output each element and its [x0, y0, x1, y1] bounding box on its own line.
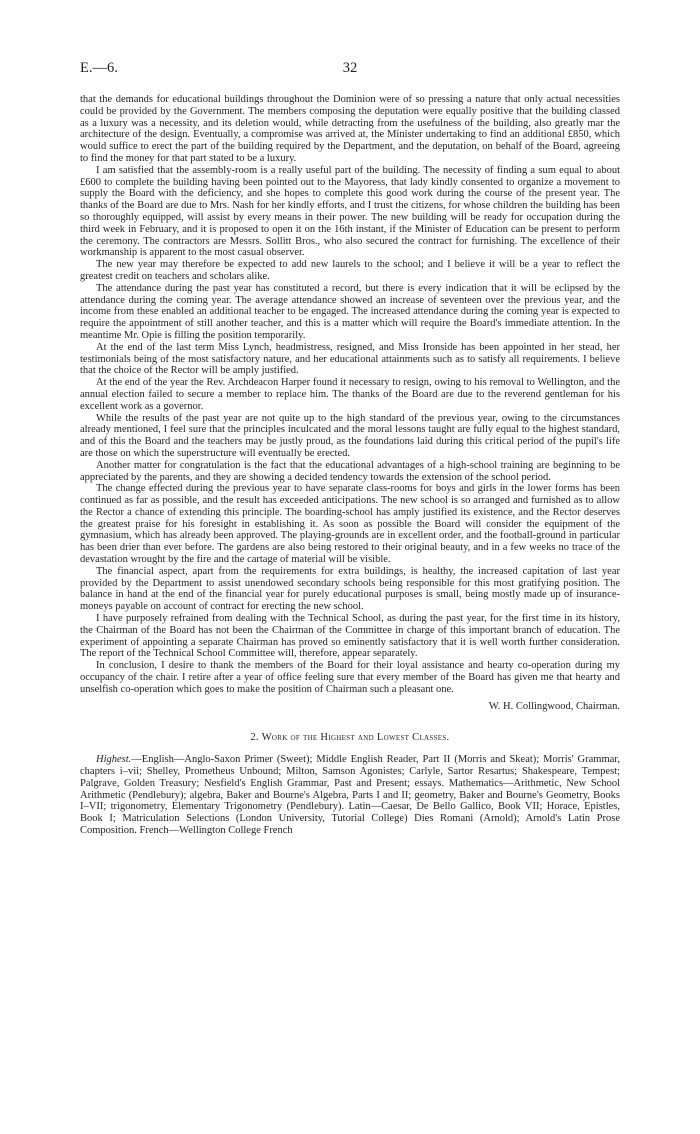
- paragraph: Another matter for congratulation is the fact that the educational advantages of a high-school training are beginning to be appreciated by the parents, and they are showing a decided tendency towards the extension of the school period.: [80, 459, 620, 483]
- highest-class-syllabus: [80, 754, 620, 837]
- paragraph: In conclusion, I desire to thank the members of the Board for their loyal assistance and hearty co-operation during my occupancy of the chair. I retire after a year of office feeling sure that every member of the Board has given me that hearty and unselfish co-operation which goes to make the position of Chairman such a pleasant one.: [80, 660, 620, 695]
- signature: W. H. Collingwood, Chairman.: [488, 700, 620, 712]
- page-number: 32: [342, 60, 358, 76]
- highest-text: —English—Anglo-Saxon Primer (Sweet); Middle English Reader, Part II (Morris and Skeat); Morris' Grammar, chapters i–vii; Shelley, Prometheus Unbound; Milton, Samson Agonistes; Carlyle, Sartor Resartus; Shakespeare, Tempest; Palgrave, Golden Treasury; Nesfield's English Grammar, Past and Present; essays. Mathematics—Arithmetic, New School Arithmetic (Pendlebury); algebra, Baker and Bourne's Algebra, Parts I and II; geometry, Baker and Bourne's Geometry, Books I–VII; trigonometry, Elementary Trigonometry (Pendlebury). Latin—Caesar, De Bello Gallico, Book VII; Horace, Epistles, Book I; Matriculation Selections (London University, Tutorial College) Dies Romani (Arnold); Arnold's Latin Prose Composition. French—Wellington College French: [80, 754, 620, 837]
- highest-label: Highest.: [96, 754, 132, 766]
- document-reference: E.—6.: [80, 60, 118, 76]
- paragraph: At the end of the year the Rev. Archdeacon Harper found it necessary to resign, owing to his removal to Wellington, and the annual election failed to secure a member to replace him. The thanks of the Board are due to the reverend gentleman for his excellent work as a governor.: [80, 377, 620, 412]
- paragraph: I am satisfied that the assembly-room is a really useful part of the building. The necessity of finding a sum equal to about £600 to complete the building having been pointed out to the Mayoress, that lady kindly consented to organize a movement to supply the Board with the deficiency, and she hopes to complete this good work during the course of the present year. The thanks of the Board are due to Mrs. Nash for her kindly efforts, and I trust the citizens, for whose children the building has been so thoroughly equipped, will assist by every means in their power. The new building will be ready for occupation during the third week in February, and it is proposed to open it on the 16th instant, if the Minister of Education can be present to perform the ceremony. The contractors are Messrs. Sollitt Bros., who also secured the contract for furnishing. The excellence of their workmanship is apparent to the most casual observer.: [80, 164, 620, 259]
- paragraph: At the end of the last term Miss Lynch, headmistress, resigned, and Miss Ironside has been appointed in her stead, her testimonials being of the most satisfactory nature, and her educational attainments such as to satisfy all requirements. I believe that the choice of the Rector will be amply justified.: [80, 341, 620, 377]
- page-header: [80, 60, 620, 82]
- paragraph: The financial aspect, apart from the requirements for extra buildings, is healthy, the increased capitation of last year provided by the Department to assist unendowed secondary schools being responsible for this most gratifying position. The balance in hand at the end of the financial year for purely educational purposes is small, being mostly made up of insurance-moneys payable on account of contract for erecting the new school.: [80, 565, 620, 613]
- paragraph: I have purposely refrained from dealing with the Technical School, as during the past year, for the first time in its history, the Chairman of the Board has not been the Chairman of the Committee in charge of this important branch of education. The experiment of appointing a separate Chairman has proved so eminently satisfactory that it is well worth further consideration. The report of the Technical School Committee will, therefore, appear separately.: [80, 613, 620, 660]
- paragraph: The attendance during the past year has constituted a record, but there is every indication that it will be eclipsed by the attendance during the coming year. The average attendance showed an increase of seventeen over the previous year, and the income from these enabled an additional teacher to be engaged. The increased attendance during the coming year is expected to require the appointment of still another teacher, and this is a matter which will require the Board's immediate attention. In the meantime Mr. Opie is filling the position temporarily.: [80, 282, 620, 341]
- paragraph: The new year may therefore be expected to add new laurels to the school; and I believe it will be a year to reflect the greatest credit on teachers and scholars alike.: [80, 259, 620, 282]
- paragraph: The change effected during the previous year to have separate class-rooms for boys and girls in the lower forms has been continued as far as possible, and the result has exceeded anticipations. The new school is so arranged and furnished as to allow the Rector a chance of extending this principle. The boarding-school has amply justified its existence, and the Rector deserves the greatest praise for his foresight in establishing it. As soon as possible the Board will consider the equipment of the gymnasium, which has already been approved. The playing-grounds are in excellent order, and the football-ground in particular has been drier than ever before. The gardens are also being restored to their original beauty, and in a few weeks no trace of the devastation wrought by the fire and the cartage of material will be visible.: [80, 483, 620, 566]
- body-text: [80, 94, 620, 837]
- paragraph: that the demands for educational buildings throughout the Dominion were of so pressing a nature that only actual necessities could be provided by the Government. The members composing the deputation were equally positive that the building classed as a luxury was a necessity, and its deletion would, while detracting from the usefulness of the building, also greatly mar the architecture of the design. Eventually, a compromise was arrived at, the Minister undertaking to find an additional £850, which would suffice to erect the part of the building required by the Department, and the deputation, on behalf of the Board, agreeing to find the money for that part stated to be a luxury.: [80, 94, 620, 164]
- paragraph: While the results of the past year are not quite up to the high standard of the previous year, owing to the circumstances already mentioned, I feel sure that the principles inculcated and the moral lessons taught are fully equal to the highest standard, and of this the Board and the teachers may be justly proud, as the foundations laid during this critical period of the pupil's life are those on which the superstructure will eventually be erected.: [80, 412, 620, 459]
- section-title: 2. Work of the Highest and Lowest Classes.: [250, 732, 450, 744]
